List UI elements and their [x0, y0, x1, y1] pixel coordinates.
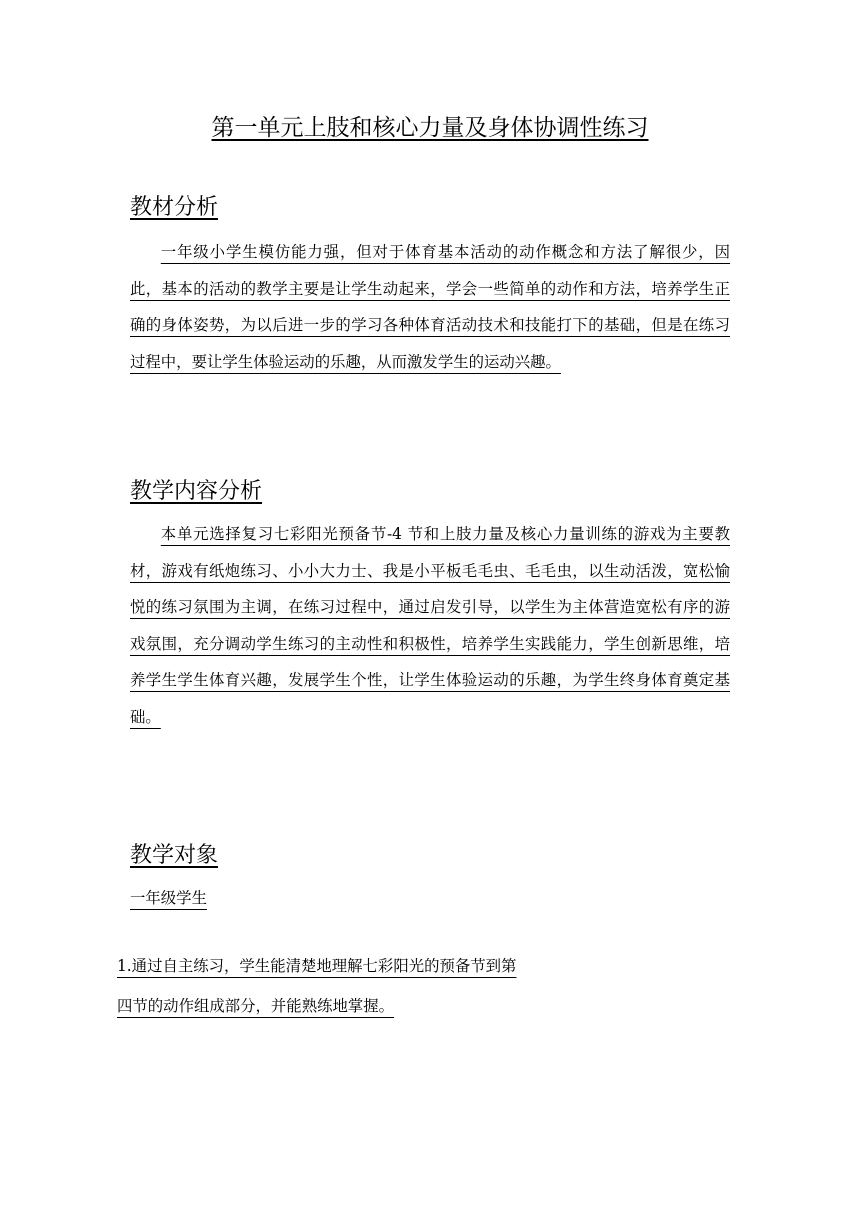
section-body-content-analysis — [130, 516, 730, 735]
objective-line-2 — [117, 986, 394, 1026]
objective-text: 1.通过自主练习，学生能清楚地理解七彩阳光的预备节到第 — [117, 957, 517, 975]
objective-line-1 — [117, 946, 516, 986]
objective-text: 四节的动作组成部分，并能熟练地掌握。 — [117, 997, 395, 1015]
document-title-text: 第一单元上肢和核心力量及身体协调性练习 — [211, 115, 649, 141]
section-body-text: 本单元选择复习七彩阳光预备节-4 节和上肢力量及核心力量训练的游戏为主要教材，游戏有纸炮练习、小小大力士、我是小平板毛毛虫、毛毛虫，以生动活泼，宽松愉悦的练习氛围为主调，在练习过程中，通过启发引导，以学生为主体营造宽松有序的游戏氛围，充分调动学生练习的主动性和积极性，培养学生实践能力，学生创新思维，培养学生学生体育兴趣，发展学生个性，让学生体验运动的乐趣，为学生终身体育奠定基础。 — [130, 525, 730, 726]
section-body-teaching-target — [130, 878, 207, 918]
section-body-text: 一年级小学生模仿能力强，但对于体育基本活动的动作概念和方法了解很少，因此，基本的活动的教学主要是让学生动起来，学会一些简单的动作和方法，培养学生正确的身体姿势，为以后进一步的学习各种体育活动技术和技能打下的基础，但是在练习过程中，要让学生体验运动的乐趣，从而激发学生的运动兴趣。 — [130, 243, 730, 371]
section-heading-teaching-target: 教学对象 — [130, 843, 219, 868]
document-title — [0, 112, 860, 144]
section-body-textbook-analysis — [130, 234, 730, 380]
section-body-text: 一年级学生 — [130, 889, 207, 907]
section-heading-content-analysis: 教学内容分析 — [130, 479, 263, 504]
section-heading-textbook-analysis: 教材分析 — [130, 195, 219, 220]
